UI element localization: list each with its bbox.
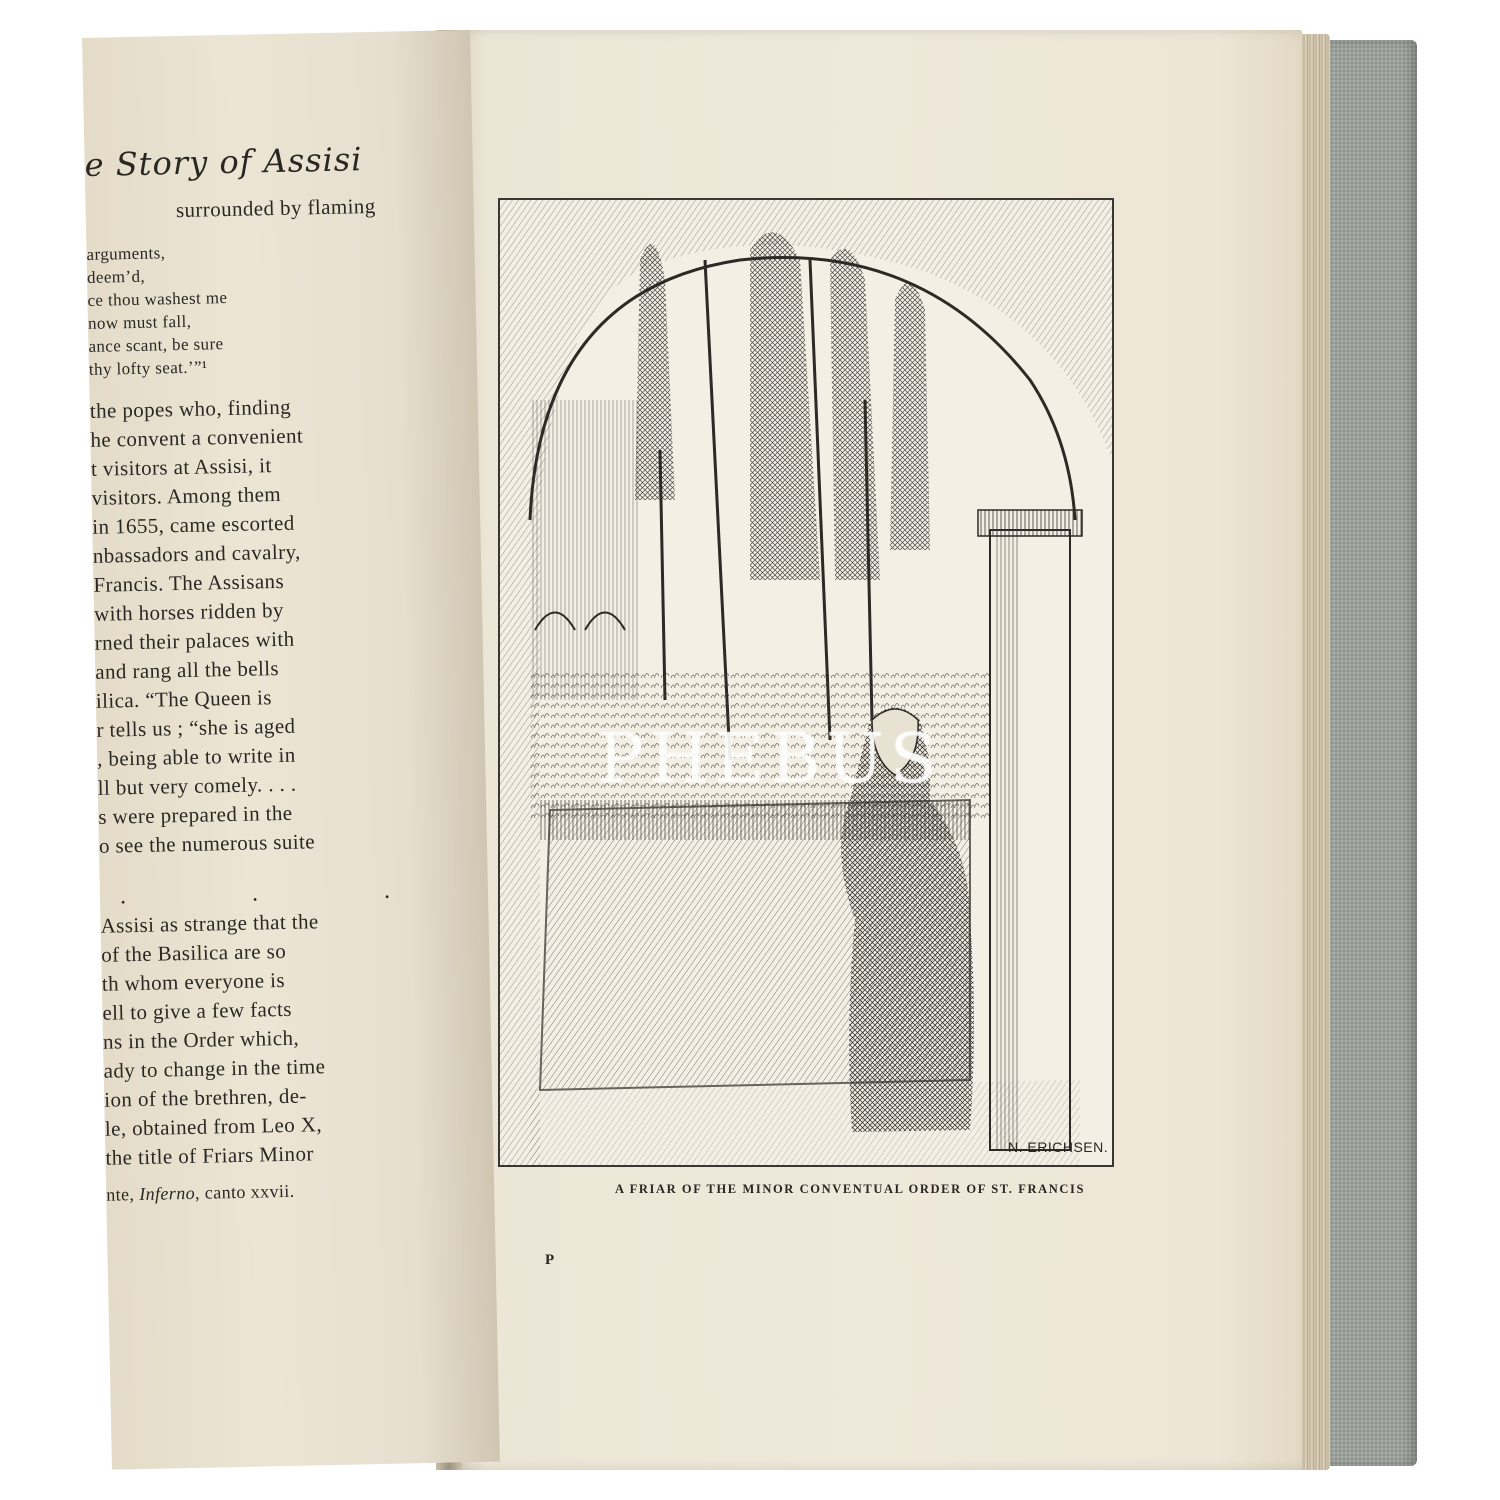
left-page-text [85, 192, 451, 1210]
text-line: rned their palaces with [94, 626, 295, 655]
left-page [82, 30, 500, 1470]
plate-caption: A FRIAR OF THE MINOR CONVENTUAL ORDER OF ST. FRANCIS [614, 1182, 1086, 1196]
text-line: ell to give a few facts [102, 996, 293, 1025]
footnote-prefix: nte, [106, 1184, 140, 1205]
text-line: Assisi as strange that the [100, 909, 319, 938]
verse-line: ce thou washest me [87, 288, 228, 310]
book-spine-cloth [1325, 40, 1417, 1466]
verse-line: arguments, [86, 243, 166, 264]
text-line: ll but very comely. . . . [97, 771, 297, 800]
text-line: surrounded by flaming [175, 193, 376, 223]
text-line: and rang all the bells [95, 656, 280, 684]
verse-line: ance scant, be sure [88, 334, 224, 356]
verse-line: thy lofty seat.’”¹ [88, 357, 208, 379]
artist-signature: N. ERICHSEN. [1008, 1139, 1109, 1155]
text-line: r tells us ; “she is aged [96, 713, 296, 742]
text-line: ady to change in the time [103, 1054, 326, 1083]
text-line: the title of Friars Minor [105, 1141, 314, 1170]
verse-line: now must fall, [87, 311, 192, 333]
text-line: le, obtained from Leo X, [104, 1112, 323, 1141]
text-line: , being able to write in [96, 742, 296, 771]
text-line: th whom everyone is [101, 967, 286, 996]
text-line: with horses ridden by [93, 597, 285, 626]
verse-line: deem’d, [86, 266, 146, 287]
text-line: o see the numerous suite [98, 829, 316, 858]
text-line: he convent a convenient [90, 423, 304, 452]
quoted-verse [86, 237, 379, 381]
text-line: ion of the brethren, de- [103, 1083, 308, 1112]
text-line: of the Basilica are so [100, 938, 287, 967]
text-line: ns in the Order which, [102, 1025, 300, 1054]
friar-engraving-illustration [500, 200, 1112, 1165]
text-line: nbassadors and cavalry, [92, 539, 301, 568]
text-line: in 1655, came escorted [91, 510, 295, 539]
text-line: visitors. Among them [91, 481, 282, 510]
text-line: ilica. “The Queen is [95, 685, 273, 713]
text-line: s were prepared in the [98, 800, 293, 829]
section-break-dots: . . . [119, 876, 451, 910]
footnote [106, 1175, 397, 1210]
signature-mark: P [545, 1252, 555, 1268]
text-line: the popes who, finding [89, 394, 292, 423]
text-line: Francis. The Assisans [93, 568, 285, 597]
footnote-suffix: , canto xxvii. [194, 1180, 295, 1203]
text-line: t visitors at Assisi, it [90, 453, 272, 481]
engraving-plate [498, 198, 1114, 1167]
running-head: e Story of Assisi [84, 140, 363, 184]
footnote-italic: Inferno [139, 1182, 196, 1205]
watermark: PHEBUS [597, 720, 943, 799]
